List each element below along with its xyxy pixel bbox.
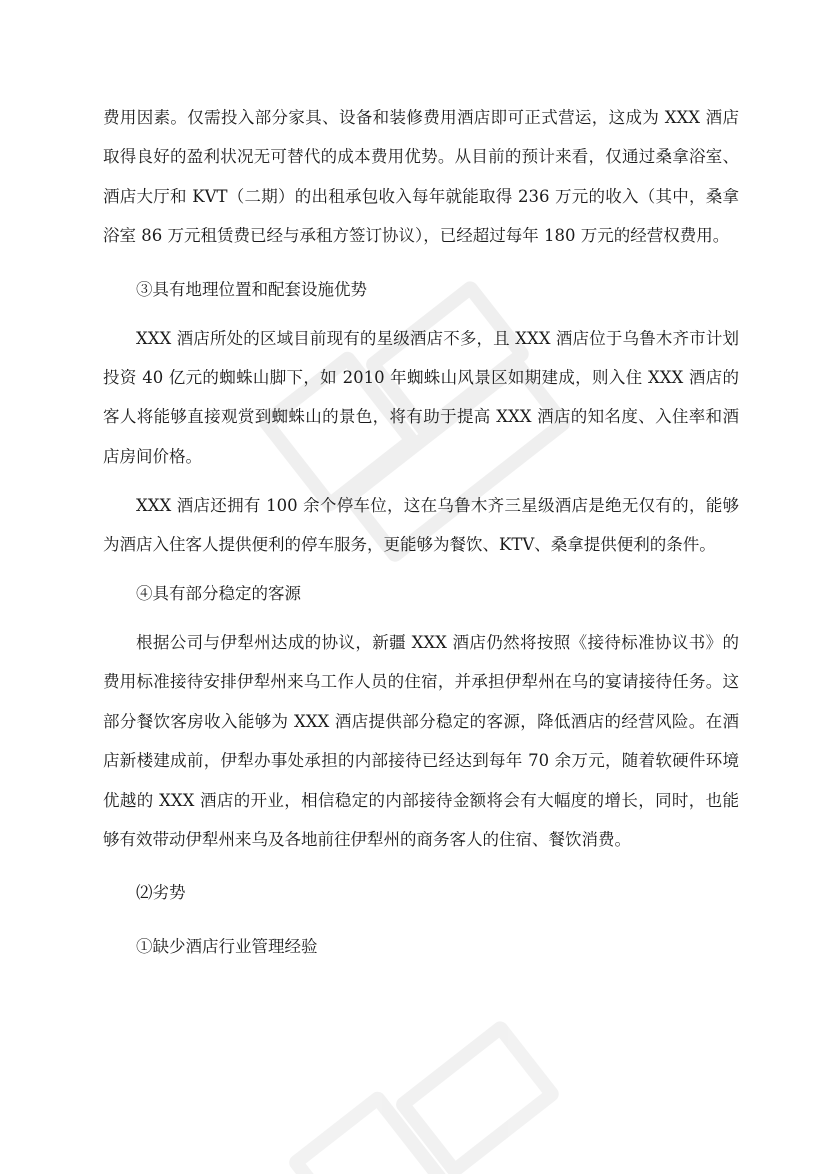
heading-stable-customers: ④具有部分稳定的客源 xyxy=(136,583,301,603)
heading-disadvantages: ⑵劣势 xyxy=(136,883,186,903)
heading-lack-experience: ①缺少酒店行业管理经验 xyxy=(136,936,318,956)
paragraph-location: XXX 酒店所处的区域目前现有的星级酒店不多，且 XXX 酒店位于乌鲁木齐市计划投资 40 亿元的蜘蛛山脚下，如 2010 年蜘蛛山风景区如期建成，则入住 XXX 酒店的客人将能够直接观赏到蜘蛛山的景色，将有助于提高 XXX 酒店的知名度、入住率和酒店房间价格。 xyxy=(103,328,739,466)
watermark-graphic xyxy=(258,973,642,1174)
paragraph-parking: XXX 酒店还拥有 100 余个停车位，这在乌鲁木齐三星级酒店是绝无仅有的，能够为酒店入住客人提供便利的停车服务，更能够为餐饮、KTV、桑拿提供便利的条件。 xyxy=(103,495,739,555)
paragraph-customers: 根据公司与伊犁州达成的协议，新疆 XXX 酒店仍然将按照《接待标准协议书》的费用标准接待安排伊犁州来乌工作人员的住宿，并承担伊犁州在乌的宴请接待任务。这部分餐饮客房收入能够为 XXX 酒店提供部分稳定的客源，降低酒店的经营风险。在酒店新楼建成前，伊犁办事处承担的内部接待已经达到每年 70 余万元，随着软硬件环境优越的 XXX 酒店的开业，相信稳定的内部接待金额将会有大幅度的增长，同时，也能够有效带动伊犁州来乌及各地前往伊犁州的商务客人的住宿、餐饮消费。 xyxy=(103,632,739,849)
paragraph-cost-advantage: 费用因素。仅需投入部分家具、设备和装修费用酒店即可正式营运，这成为 XXX 酒店取得良好的盈利状况无可替代的成本费用优势。从目前的预计来看，仅通过桑拿浴室、酒店大厅和 KVT（二期）的出租承包收入每年就能取得 236 万元的收入（其中，桑拿浴室 86 万元租赁费已经与承租方签订协议），已经超过每年 180 万元的经营权费用。 xyxy=(103,108,739,246)
document-body xyxy=(103,98,739,976)
heading-location-advantage: ③具有地理位置和配套设施优势 xyxy=(136,279,367,299)
